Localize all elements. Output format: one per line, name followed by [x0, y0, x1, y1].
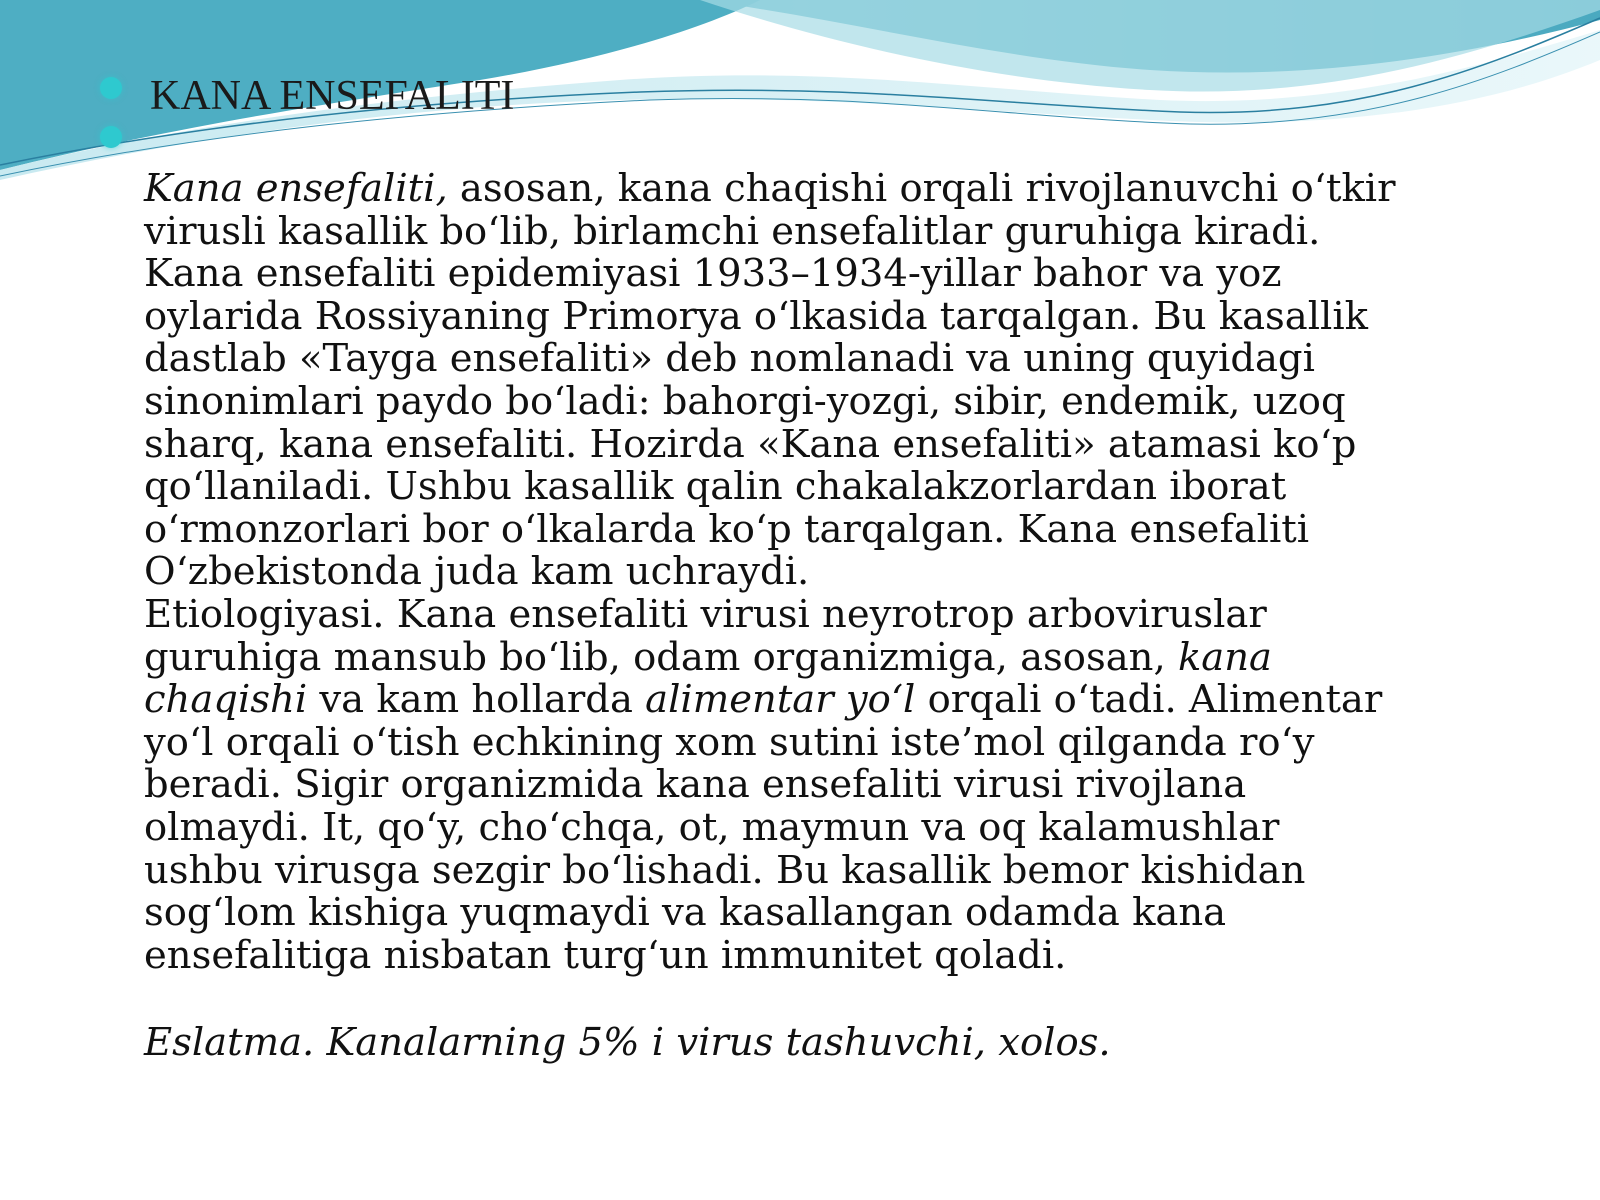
text-line: [144, 804, 1564, 850]
text-line: [144, 421, 1564, 467]
text-segment: beradi. Sigir organizmida kana ensefaliti virusi rivojlana: [144, 762, 1247, 808]
text-line: [144, 634, 1564, 680]
text-line: [144, 506, 1564, 552]
text-line: [144, 378, 1564, 424]
bullet-dot-2: [100, 126, 122, 148]
text-segment: dastlab «Tayga ensefaliti» deb nomlanadi va uning quyidagi: [144, 336, 1315, 382]
note-text: Eslatma. Kanalarning 5% i virus tashuvchi, xolos.: [144, 1020, 1111, 1065]
text-segment: orqali o‘tadi. Alimentar: [915, 677, 1383, 723]
text-line: [144, 679, 1564, 722]
text-segment: Etiologiyasi. Kana ensefaliti virusi neyrotrop arboviruslar: [144, 591, 1267, 637]
text-segment: oylarida Rossiyaning Primorya o‘lkasida tarqalgan. Bu kasallik: [144, 293, 1369, 339]
text-segment: O‘zbekistonda juda kam uchraydi.: [144, 549, 810, 595]
text-segment: guruhiga mansub bo‘lib, odam organizmiga, asosan,: [144, 634, 1178, 680]
text-line: [144, 338, 1564, 381]
italic-text: alimentar yo‘l: [645, 677, 916, 723]
text-segment: ensefalitiga nisbatan turg‘un immunitet qoladi.: [144, 932, 1067, 978]
text-segment: asosan, kana chaqishi orqali rivojlanuvchi o‘tkir: [447, 166, 1396, 211]
body-text: [144, 168, 1564, 977]
italic-text: kana: [1177, 634, 1273, 680]
text-line: [144, 466, 1564, 509]
slide-title: KANA ENSEFALITI: [150, 73, 515, 119]
text-segment: va kam hollarda: [307, 677, 646, 723]
text-line: [144, 551, 1564, 594]
text-segment: sharq, kana ensefaliti. Hozirda «Kana ensefaliti» atamasi ko‘p: [144, 421, 1357, 467]
text-line: [144, 591, 1564, 637]
text-line: [144, 293, 1564, 339]
text-segment: olmaydi. It, qo‘y, cho‘chqa, ot, maymun va oq kalamushlar: [144, 804, 1280, 850]
text-segment: sog‘lom kishiga yuqmaydi va kasallangan odamda kana: [144, 890, 1227, 936]
italic-text: chaqishi: [144, 677, 308, 723]
italic-text: Kana ensefaliti,: [144, 166, 448, 211]
text-line: [144, 253, 1564, 296]
text-line: [144, 892, 1564, 935]
text-line: [144, 932, 1564, 978]
text-segment: sinonimlari paydo bo‘ladi: bahorgi-yozgi, sibir, endemik, uzoq: [144, 378, 1346, 424]
text-segment: virusli kasallik bo‘lib, birlamchi ensefalitlar guruhiga kiradi.: [144, 208, 1321, 254]
text-line: [144, 764, 1564, 807]
text-line: [144, 847, 1564, 893]
text-line: [144, 719, 1564, 765]
text-line: [144, 168, 1564, 211]
text-segment: yo‘l orqali o‘tish echkining xom sutini iste’mol qilganda ro‘y: [144, 719, 1315, 765]
text-segment: Kana ensefaliti epidemiyasi 1933–1934-yillar bahor va yoz: [144, 251, 1282, 297]
text-segment: ushbu virusga sezgir bo‘lishadi. Bu kasallik bemor kishidan: [144, 847, 1306, 893]
text-segment: qo‘llaniladi. Ushbu kasallik qalin chakalakzorlardan iborat: [144, 464, 1287, 510]
text-line: [144, 208, 1564, 254]
text-segment: o‘rmonzorlari bor o‘lkalarda ko‘p tarqalgan. Kana ensefaliti: [144, 506, 1310, 552]
bullet-dot-1: [100, 77, 122, 99]
